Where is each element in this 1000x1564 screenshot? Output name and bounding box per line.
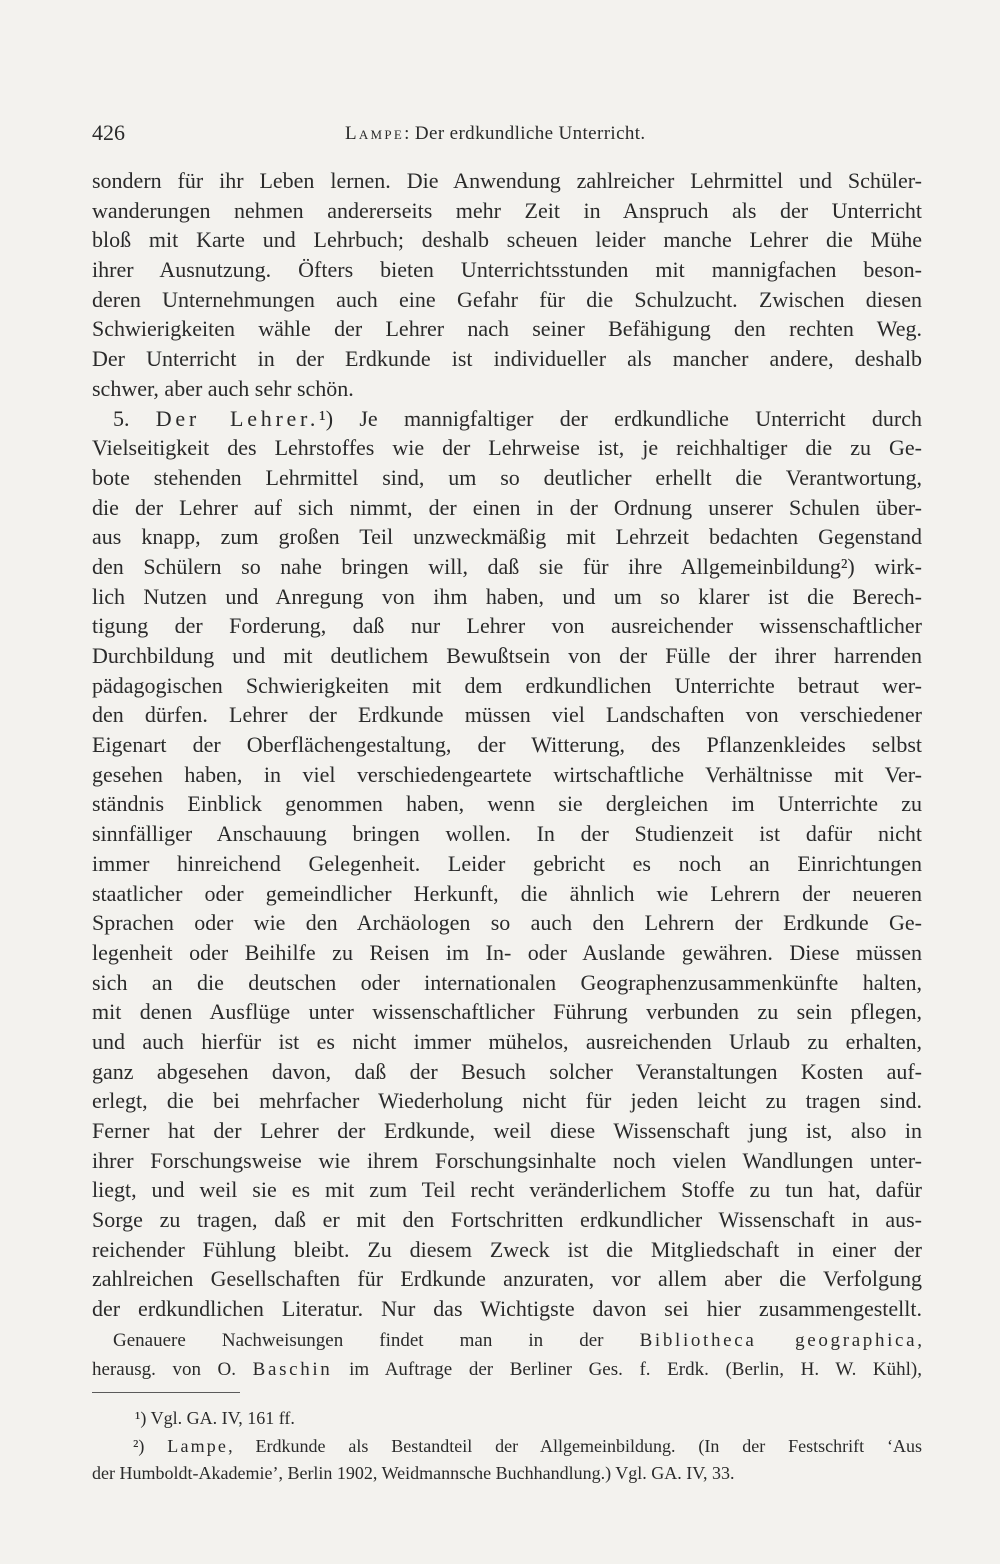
small-print-text: Genauere Nachweisungen findet man in der xyxy=(113,1330,604,1351)
running-title xyxy=(345,121,646,147)
body-line: den Schülern so nahe bringen will, daß sie für ihre Allgemeinbildung²) wirk- xyxy=(92,553,922,579)
body-line: die der Lehrer auf sich nimmt, der einen in der Ordnung unserer Schulen über- xyxy=(92,494,922,520)
footnote-text: Vgl. GA. IV, 161 ff. xyxy=(150,1408,295,1428)
footnote-mark: ¹) xyxy=(319,405,334,431)
body-line: Schwierigkeiten wähle der Lehrer nach seiner Befähigung den rechten Weg. xyxy=(92,316,922,342)
small-print-text: im Auftrage der Berliner Ges. f. Erdk. (Berlin, H. W. Kühl), xyxy=(349,1359,922,1380)
body-line: sinnfälliger Anschauung bringen wollen. In der Studienzeit ist dafür nicht xyxy=(92,821,922,847)
footnote-mark: ¹) xyxy=(135,1408,147,1428)
spaced-title: Bibliotheca geographica xyxy=(639,1330,918,1351)
body-line: immer hinreichend Gelegenheit. Leider gebricht es noch an Einrichtungen xyxy=(92,850,922,876)
body-line: tigung der Forderung, daß nur Lehrer von ausreichender wissenschaftlicher xyxy=(92,613,922,639)
body-line: wanderungen nehmen andererseits mehr Zeit in Anspruch als der Unterricht xyxy=(92,197,922,223)
body-line: aus knapp, zum großen Teil unzweckmäßig mit Lehrzeit bedachten Gegenstand xyxy=(92,524,922,550)
footnote xyxy=(92,1433,922,1461)
small-print-line xyxy=(92,1355,922,1384)
footnote-continuation: der Humboldt-Akademie’, Berlin 1902, Weidmannsche Buchhandlung.) Vgl. GA. IV, 33. xyxy=(92,1463,735,1483)
body-line: Eigenart der Oberflächengestaltung, der Witterung, des Pflanzenkleides selbst xyxy=(92,732,922,758)
running-title-author: Lampe xyxy=(345,123,405,144)
small-print-text: herausg. von O. xyxy=(92,1359,237,1380)
body-line: bloß mit Karte und Lehrbuch; deshalb scheuen leider manche Lehrer die Mühe xyxy=(92,227,922,253)
running-title-text: : Der erdkundliche Unterricht. xyxy=(404,123,646,144)
body-line: zahlreichen Gesellschaften für Erdkunde anzuraten, vor allem aber die Verfolgung xyxy=(92,1266,922,1292)
spaced-name: Baschin xyxy=(252,1359,333,1380)
section-heading-line xyxy=(92,404,922,434)
footnotes xyxy=(92,1405,922,1488)
small-print-line xyxy=(92,1326,922,1355)
body-line: ganz abgesehen davon, daß der Besuch solcher Veranstaltungen Kosten auf- xyxy=(92,1058,922,1084)
body-text xyxy=(92,166,922,1324)
body-line: gesehen haben, in viel verschiedengeartete wirtschaftliche Verhältnisse mit Ver- xyxy=(92,761,922,787)
body-line: Durchbildung und mit deutlichem Bewußtsein von der Fülle der ihrer harrenden xyxy=(92,643,922,668)
footnote-text: , Erdkunde als Bestandteil der Allgemeinbildung. (In der Festschrift ‘Aus xyxy=(228,1435,923,1456)
footnote-author: Lampe xyxy=(167,1435,229,1456)
body-line: pädagogischen Schwierigkeiten mit dem erdkundlichen Unterrichte betraut wer- xyxy=(92,672,922,698)
body-line: deren Unternehmungen auch eine Gefahr für die Schulzucht. Zwischen diesen xyxy=(92,286,922,312)
body-line: liegt, und weil sie es mit zum Teil recht veränderlichem Stoffe zu tun hat, dafür xyxy=(92,1177,922,1203)
body-line: ihrer Ausnutzung. Öfters bieten Unterrichtsstunden mit mannigfachen beson- xyxy=(92,257,922,283)
page-number: 426 xyxy=(92,120,125,145)
body-line: Sprachen oder wie den Archäologen so auch den Lehrern der Erdkunde Ge- xyxy=(92,910,922,936)
footnote-mark: ²) xyxy=(133,1435,145,1456)
body-line: ständnis Einblick genommen haben, wenn sie dergleichen im Unterrichte zu xyxy=(92,791,922,817)
section-heading: Der Lehrer. xyxy=(155,405,320,431)
body-line: reichender Fühlung bleibt. Zu diesem Zweck ist die Mitgliedschaft in einer der xyxy=(92,1236,922,1262)
body-line: erlegt, die bei mehrfacher Wiederholung nicht für jeden leicht zu tragen sind. xyxy=(92,1088,922,1114)
body-line: legenheit oder Beihilfe zu Reisen im In- oder Auslande gewähren. Diese müssen xyxy=(92,939,922,965)
body-line: ihrer Forschungsweise wie ihrem Forschungsinhalte noch vielen Wandlungen unter- xyxy=(92,1147,922,1173)
small-print-text: , xyxy=(917,1330,922,1351)
body-line: und auch hierfür ist es nicht immer mühelos, ausreichenden Urlaub zu erhalten, xyxy=(92,1028,922,1054)
body-line: Der Unterricht in der Erdkunde ist individueller als mancher andere, deshalb xyxy=(92,346,922,372)
body-line-text: Je mannigfaltiger der erdkundliche Unterricht durch xyxy=(359,405,923,431)
section-number: 5. xyxy=(113,405,130,431)
body-line: der erdkundlichen Literatur. Nur das Wichtigste davon sei hier zusammengestellt. xyxy=(92,1296,922,1322)
body-line: mit denen Ausflüge unter wissenschaftlicher Führung verbunden zu sein pflegen, xyxy=(92,999,922,1025)
body-line: sondern für ihr Leben lernen. Die Anwendung zahlreicher Lehrmittel und Schüler- xyxy=(92,168,922,193)
footnote xyxy=(92,1405,922,1433)
body-line: schwer, aber auch sehr schön. xyxy=(92,375,354,401)
footnote-rule xyxy=(92,1392,240,1393)
small-print-block xyxy=(92,1326,922,1384)
body-line: Vielseitigkeit des Lehrstoffes wie der Lehrweise ist, je reichhaltiger die zu Ge- xyxy=(92,435,922,461)
body-line: bote stehenden Lehrmittel sind, um so deutlicher erhellt die Verantwortung, xyxy=(92,464,922,490)
body-line: staatlicher oder gemeindlicher Herkunft, die ähnlich wie Lehrern der neueren xyxy=(92,880,922,906)
body-line: Sorge zu tragen, daß er mit den Fortschritten erdkundlicher Wissenschaft in aus- xyxy=(92,1207,922,1233)
body-line: Ferner hat der Lehrer der Erdkunde, weil diese Wissenschaft jung ist, also in xyxy=(92,1118,922,1143)
body-line: den dürfen. Lehrer der Erdkunde müssen viel Landschaften von verschiedener xyxy=(92,702,922,728)
body-line: lich Nutzen und Anregung von ihm haben, und um so klarer ist die Berech- xyxy=(92,583,922,609)
running-head xyxy=(92,120,922,146)
body-line: sich an die deutschen oder internationalen Geographenzusammenkünfte halten, xyxy=(92,969,922,995)
